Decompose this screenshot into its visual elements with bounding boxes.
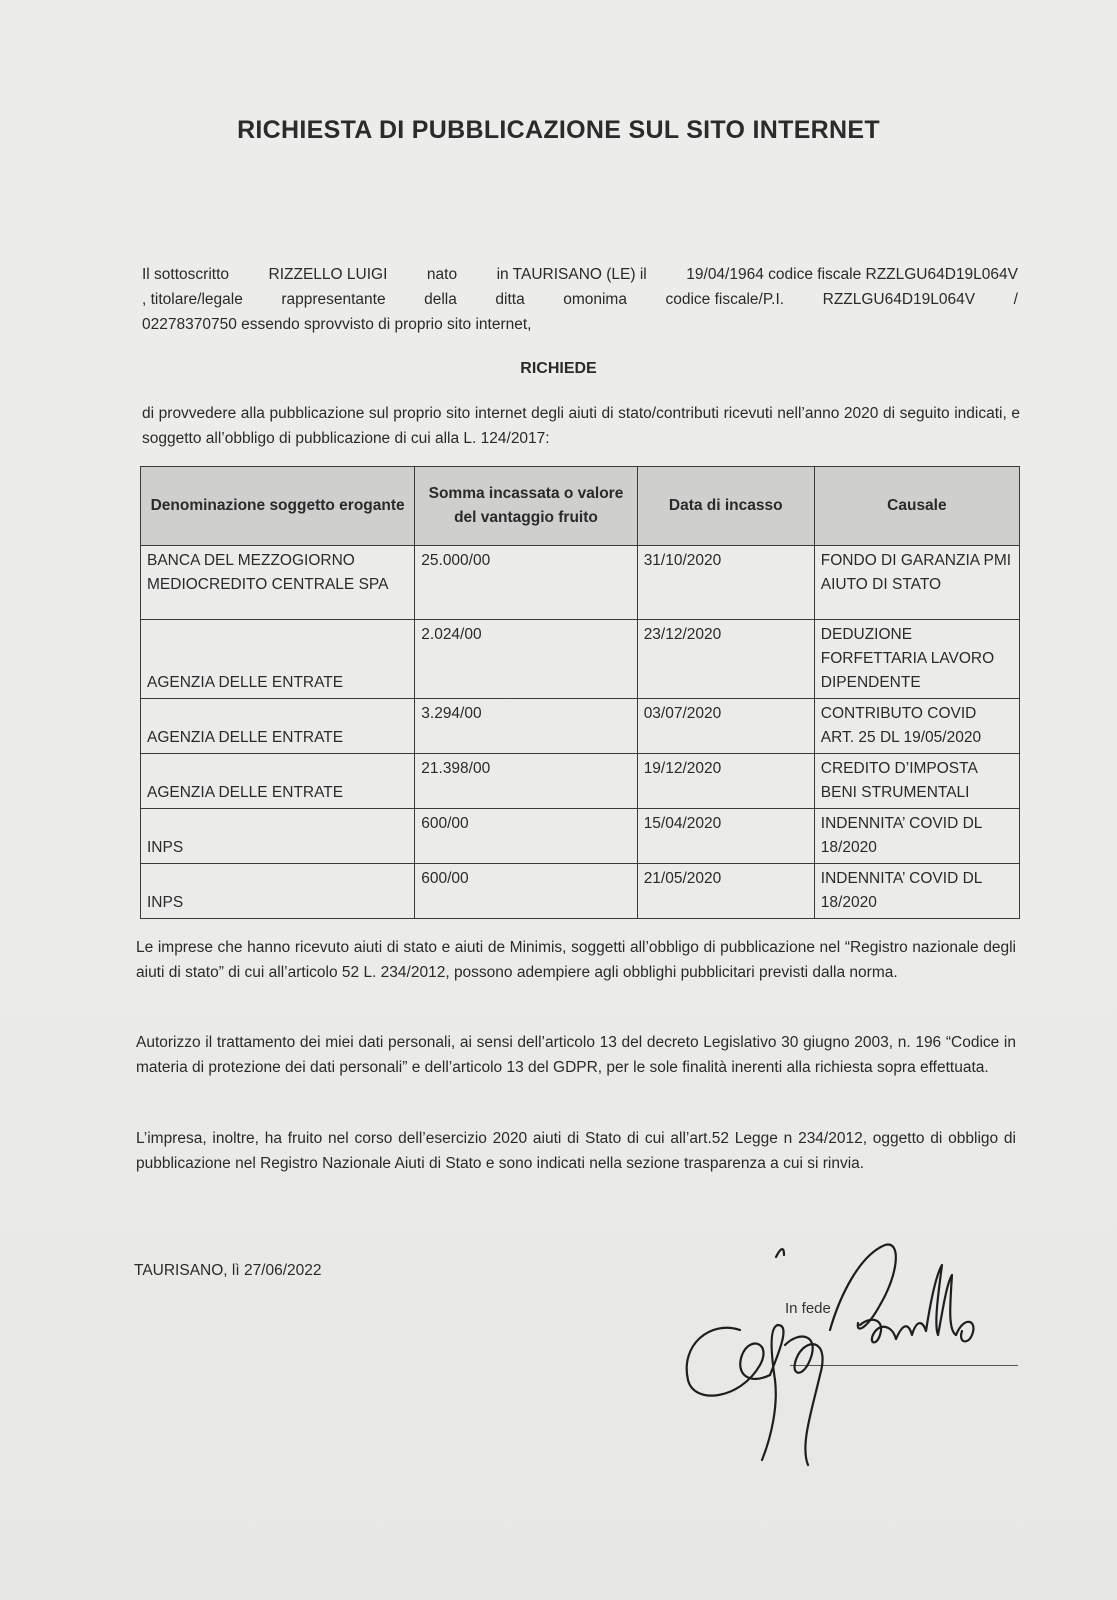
cell-somma: 600/00 [415,809,637,864]
intro-word: ditta [495,291,525,308]
table-row [141,699,1020,754]
intro-word: rappresentante [281,291,386,308]
cell-causale: INDENNITA’ COVID DL 18/2020 [814,864,1019,919]
table-row [141,620,1020,699]
cell-somma: 25.000/00 [415,546,637,620]
header-data: Data di incasso [637,467,814,546]
cell-causale: INDENNITA’ COVID DL 18/2020 [814,809,1019,864]
intro-word: Il sottoscritto [142,266,229,283]
cell-data: 03/07/2020 [637,699,814,754]
document-title: RICHIESTA DI PUBBLICAZIONE SUL SITO INTERNET [237,116,880,144]
cell-causale: CREDITO D’IMPOSTA BENI STRUMENTALI [814,754,1019,809]
place-date: TAURISANO, lì 27/06/2022 [134,1262,322,1279]
paragraph-trasparenza: L’impresa, inoltre, ha fruito nel corso dell’esercizio 2020 aiuti di Stato di cui all’art.52 Legge n 234/2012, oggetto di obbligo di pubblicazione nel Registro Nazionale Aiuti di Stato e sono indicati nella sezione trasparenza a cui si rinvia. [136,1130,1016,1172]
cell-soggetto: INPS [141,809,415,864]
cell-somma: 600/00 [415,864,637,919]
cell-soggetto: AGENZIA DELLE ENTRATE [141,620,415,699]
intro-line-2 [142,287,1018,312]
cell-data: 19/12/2020 [637,754,814,809]
cell-causale: FONDO DI GARANZIA PMI AIUTO DI STATO [814,546,1019,620]
cell-data: 15/04/2020 [637,809,814,864]
intro-word: omonima [563,291,627,308]
paragraph-registro: Le imprese che hanno ricevuto aiuti di stato e aiuti de Minimis, soggetti all’obbligo di pubblicazione nel “Registro nazionale degli aiuti di stato” di cui all’articolo 52 L. 234/2012, possono adempiere agli obblighi pubblicitari previsti dalla norma. [136,939,1016,981]
intro-word: codice fiscale/P.I. [665,291,785,308]
cell-soggetto: AGENZIA DELLE ENTRATE [141,699,415,754]
cell-soggetto: INPS [141,864,415,919]
table-row [141,864,1020,919]
cell-somma: 21.398/00 [415,754,637,809]
intro-paragraph [142,262,1018,337]
header-soggetto: Denominazione soggetto erogante [141,467,415,546]
paragraph-privacy: Autorizzo il trattamento dei miei dati personali, ai sensi dell’articolo 13 del decreto Legislativo 30 giugno 2003, n. 196 “Codice in materia di protezione dei dati personali” e dell’articolo 13 del GDPR, per le sole finalità inerenti alla richiesta sopra effettuata. [136,1034,1016,1076]
intro-word: 19/04/1964 codice fiscale RZZLGU64D19L064V [686,266,1018,283]
cell-data: 23/12/2020 [637,620,814,699]
cell-somma: 2.024/00 [415,620,637,699]
cell-causale: DEDUZIONE FORFETTARIA LAVORO DIPENDENTE [814,620,1019,699]
signature-label: In fede [785,1300,831,1317]
intro-line-1 [142,262,1018,287]
table-row [141,754,1020,809]
intro-word: nato [426,266,458,283]
request-heading: RICHIEDE [520,360,597,377]
cell-data: 31/10/2020 [637,546,814,620]
aid-table [140,466,1020,919]
cell-causale: CONTRIBUTO COVID ART. 25 DL 19/05/2020 [814,699,1019,754]
cell-soggetto: BANCA DEL MEZZOGIORNO MEDIOCREDITO CENTRALE SPA [141,546,415,620]
header-causale: Causale [814,467,1019,546]
intro-word: RIZZELLO LUIGI [268,266,388,283]
table-header-row [141,467,1020,546]
handwritten-signature [680,1235,980,1475]
table-row [141,546,1020,620]
intro-word: RZZLGU64D19L064V [822,291,976,308]
intro-word: , titolare/legale [142,291,243,308]
table-row [141,809,1020,864]
paragraph-request: di provvedere alla pubblicazione sul proprio sito internet degli aiuti di stato/contributi ricevuti nell’anno 2020 di seguito indicati, e soggetto all’obbligo di pubblicazione di cui alla L. 124/2017: [142,405,1020,447]
header-somma: Somma incassata o valore del vantaggio fruito [415,467,637,546]
cell-soggetto: AGENZIA DELLE ENTRATE [141,754,415,809]
intro-word: della [424,291,457,308]
intro-word: in TAURISANO (LE) il [496,266,647,283]
cell-data: 21/05/2020 [637,864,814,919]
cell-somma: 3.294/00 [415,699,637,754]
intro-word: / [1013,291,1018,308]
intro-line-3: 02278370750 essendo sprovvisto di proprio sito internet, [142,316,532,333]
